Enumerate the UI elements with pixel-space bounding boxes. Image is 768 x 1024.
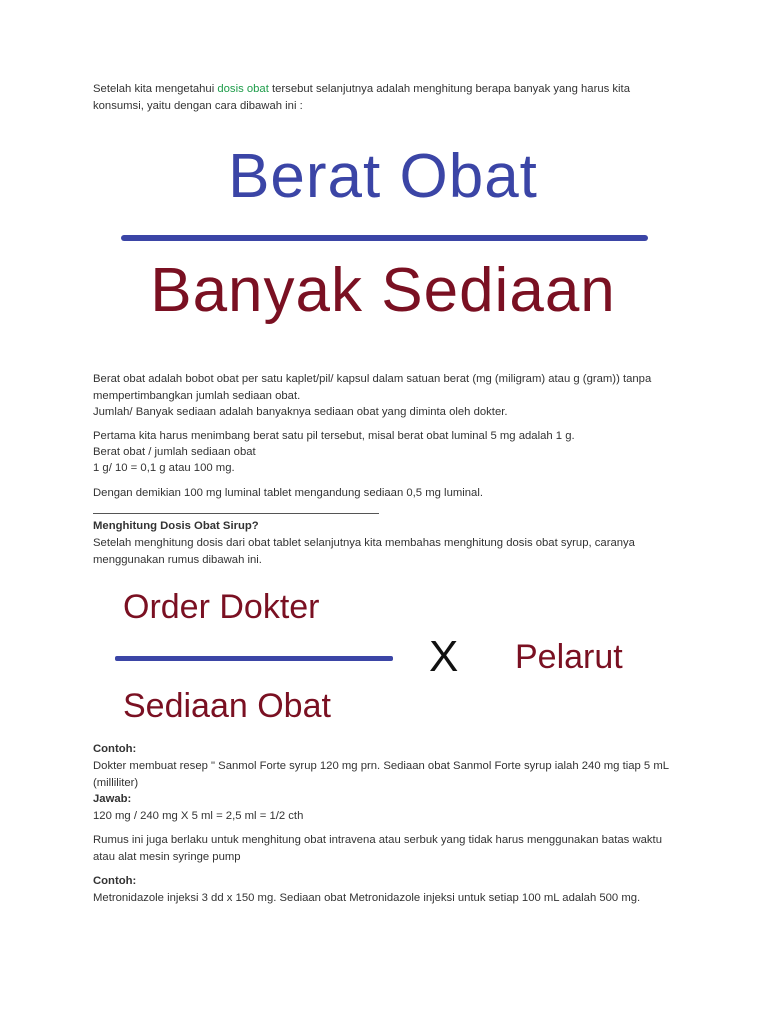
syrup-heading: Menghitung Dosis Obat Sirup? (93, 520, 259, 532)
contoh1-label: Contoh: (93, 743, 137, 755)
jawab-label: Jawab: (93, 793, 132, 805)
dosis-obat-link[interactable]: dosis obat (217, 83, 269, 95)
syrup-intro-text: Setelah menghitung dosis dari obat tablet selanjutnya kita membahas menghitung dosis obat syrup, caranya menggunakan rumus dibawah ini. (93, 537, 635, 566)
intro-paragraph (93, 81, 683, 114)
conclusion-text: Dengan demikian 100 mg luminal tablet mengandung sediaan 0,5 mg luminal. (93, 487, 483, 499)
formula1-denominator: Banyak Sediaan (150, 256, 616, 325)
formula2-denominator: Sediaan Obat (123, 687, 331, 725)
definition-banyak-sediaan: Jumlah/ Banyak sediaan adalah banyaknya sediaan obat yang diminta oleh dokter. (93, 406, 508, 418)
intro-text-after: tersebut selanjutnya adalah menghitung berapa banyak yang harus kita konsumsi, yaitu dengan cara dibawah ini : (93, 83, 630, 112)
formula1-numerator: Berat Obat (228, 142, 538, 211)
formula2-multiply-operator: X (429, 632, 459, 681)
contoh2-text: Metronidazole injeksi 3 dd x 150 mg. Sediaan obat Metronidazole injeksi untuk setiap 100 mL adalah 500 mg. (93, 892, 641, 904)
example-line-3: 1 g/ 10 = 0,1 g atau 100 mg. (93, 462, 235, 474)
example-line-2: Berat obat / jumlah sediaan obat (93, 446, 256, 458)
formula1-fraction-bar (121, 235, 648, 241)
formula2-factor: Pelarut (515, 638, 623, 676)
formula-image-order-dokter (93, 582, 673, 732)
formula2-numerator: Order Dokter (123, 588, 320, 626)
jawab-answer: 120 mg / 240 mg X 5 ml = 2,5 ml = 1/2 cth (93, 810, 304, 822)
definition-berat-obat: Berat obat adalah bobot obat per satu kaplet/pil/ kapsul dalam satuan berat (mg (miligram) atau g (gram)) tanpa mempertimbangkan jumlah sediaan obat. (93, 373, 652, 402)
intro-text-before: Setelah kita mengetahui (93, 83, 218, 95)
formula-image-berat-obat (93, 138, 673, 343)
contoh1-text: Dokter membuat resep " Sanmol Forte syrup 120 mg prn. Sediaan obat Sanmol Forte syrup ialah 240 mg tiap 5 mL (milliliter) (93, 760, 669, 789)
horizontal-divider (93, 513, 379, 514)
formula2-fraction-bar (115, 656, 393, 661)
example-line-1: Pertama kita harus menimbang berat satu pil tersebut, misal berat obat luminal 5 mg adalah 1 g. (93, 430, 575, 442)
note-text: Rumus ini juga berlaku untuk menghitung obat intravena atau serbuk yang tidak harus menggunakan batas waktu atau alat mesin syringe pump (93, 834, 662, 863)
contoh2-label: Contoh: (93, 875, 137, 887)
